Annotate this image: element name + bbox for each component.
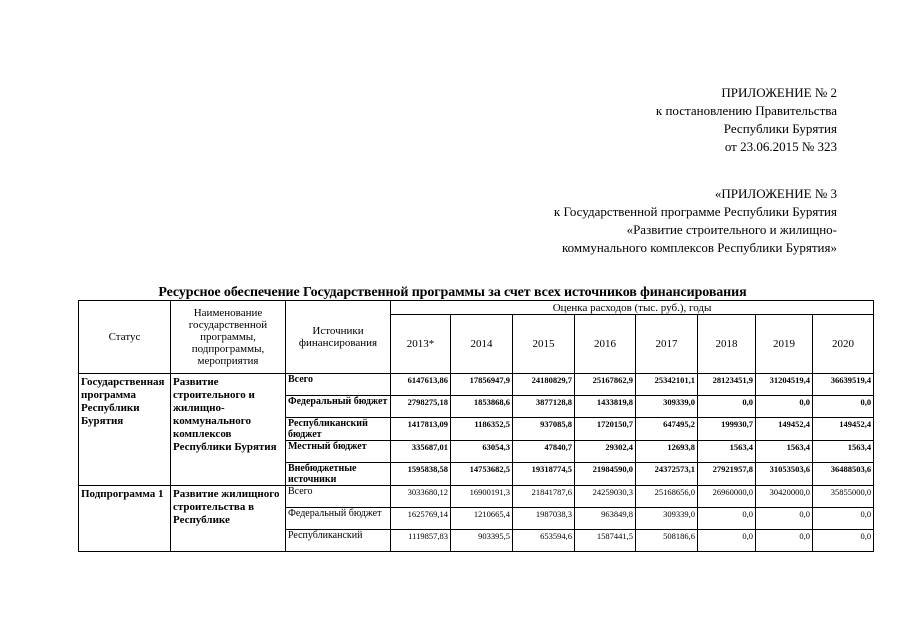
year-header: 2015 [513,315,575,374]
value-cell: 36488503,6 [813,463,874,486]
value-cell: 16900191,3 [451,486,513,508]
value-cell: 0,0 [698,530,756,552]
value-cell: 63054,3 [451,441,513,463]
resolution-ref: к постановлению Правительства [655,103,837,118]
value-cell: 14753682,5 [451,463,513,486]
value-cell: 25168656,0 [636,486,698,508]
value-cell: 1186352,5 [451,418,513,441]
year-header: 2018 [698,315,756,374]
value-cell: 199930,7 [698,418,756,441]
source-cell: Местный бюджет [286,441,391,463]
value-cell: 1563,4 [813,441,874,463]
value-cell: 1587441,5 [575,530,636,552]
value-cell: 24180829,7 [513,374,575,396]
value-cell: 3033680,12 [391,486,451,508]
source-cell: Республиканский бюджет [286,418,391,441]
table-row [79,486,874,508]
program-name-line1: «Развитие строительного и жилищно- [626,222,837,237]
value-cell: 24372573,1 [636,463,698,486]
value-cell: 36639519,4 [813,374,874,396]
value-cell: 26960000,0 [698,486,756,508]
value-cell: 149452,4 [756,418,813,441]
program-appendix-header [554,185,837,257]
value-cell: 963849,8 [575,508,636,530]
year-header: 2014 [451,315,513,374]
value-cell: 0,0 [756,530,813,552]
year-header: 2013* [391,315,451,374]
value-cell: 1119857,83 [391,530,451,552]
value-cell: 1595838,58 [391,463,451,486]
value-cell: 31204519,4 [756,374,813,396]
value-cell: 508186,6 [636,530,698,552]
value-cell: 24259030,3 [575,486,636,508]
value-cell: 335687,01 [391,441,451,463]
value-cell: 0,0 [813,530,874,552]
value-cell: 31053503,6 [756,463,813,486]
value-cell: 12693,8 [636,441,698,463]
value-cell: 647495,2 [636,418,698,441]
source-cell: Всего [286,486,391,508]
value-cell: 0,0 [756,396,813,418]
source-cell: Федеральный бюджет [286,508,391,530]
value-cell: 1987038,3 [513,508,575,530]
value-cell: 0,0 [813,508,874,530]
value-cell: 19318774,5 [513,463,575,486]
value-cell: 0,0 [698,396,756,418]
header-estimate: Оценка расходов (тыс. руб.), годы [391,301,874,315]
value-cell: 3877128,8 [513,396,575,418]
value-cell: 0,0 [813,396,874,418]
value-cell: 2798275,18 [391,396,451,418]
value-cell: 30420000,0 [756,486,813,508]
republic-name: Республики Бурятия [723,121,837,136]
header-source: Источники финансирования [286,301,391,374]
value-cell: 1720150,7 [575,418,636,441]
value-cell: 27921957,8 [698,463,756,486]
value-cell: 1625769,14 [391,508,451,530]
header-name: Наименование государственной программы, подпрограммы, мероприятия [171,301,286,374]
status-cell: Государственная программа Республики Бурятия [79,374,171,486]
value-cell: 28123451,9 [698,374,756,396]
value-cell: 47840,7 [513,441,575,463]
value-cell: 25342101,1 [636,374,698,396]
program-name-cell: Развитие жилищного строительства в Республике [171,486,286,552]
resolution-date: от 23.06.2015 № 323 [724,139,837,154]
value-cell: 653594,6 [513,530,575,552]
year-header: 2019 [756,315,813,374]
value-cell: 17856947,9 [451,374,513,396]
value-cell: 0,0 [698,508,756,530]
value-cell: 1563,4 [698,441,756,463]
value-cell: 309339,0 [636,508,698,530]
value-cell: 21984590,0 [575,463,636,486]
value-cell: 309339,0 [636,396,698,418]
program-appendix-number: «ПРИЛОЖЕНИЕ № 3 [714,186,837,201]
appendix-header [656,84,837,156]
appendix-number: ПРИЛОЖЕНИЕ № 2 [721,85,837,100]
value-cell: 29302,4 [575,441,636,463]
year-header: 2017 [636,315,698,374]
table-header-row [79,301,874,315]
source-cell: Федеральный бюджет [286,396,391,418]
document-title: Ресурсное обеспечение Государственной программы за счет всех источников финансирования [158,285,747,300]
value-cell: 1210665,4 [451,508,513,530]
value-cell: 1417813,09 [391,418,451,441]
program-name-cell: Развитие строительного и жилищно-коммунального комплексов Республики Бурятия [171,374,286,486]
value-cell: 1853868,6 [451,396,513,418]
value-cell: 937085,8 [513,418,575,441]
table-row [79,374,874,396]
program-ref: к Государственной программе Республики Бурятия [553,204,837,219]
value-cell: 6147613,86 [391,374,451,396]
status-cell: Подпрограмма 1 [79,486,171,552]
value-cell: 21841787,6 [513,486,575,508]
year-header: 2016 [575,315,636,374]
value-cell: 0,0 [756,508,813,530]
source-cell: Всего [286,374,391,396]
value-cell: 149452,4 [813,418,874,441]
value-cell: 1433819,8 [575,396,636,418]
program-name-line2: коммунального комплексов Республики Бурятия» [561,240,837,255]
value-cell: 25167862,9 [575,374,636,396]
year-header: 2020 [813,315,874,374]
header-status: Статус [79,301,171,374]
value-cell: 1563,4 [756,441,813,463]
resource-table [78,300,874,552]
source-cell: Внебюджетные источники [286,463,391,486]
table-body [79,374,874,552]
value-cell: 903395,5 [451,530,513,552]
value-cell: 35855000,0 [813,486,874,508]
source-cell: Республиканский [286,530,391,552]
